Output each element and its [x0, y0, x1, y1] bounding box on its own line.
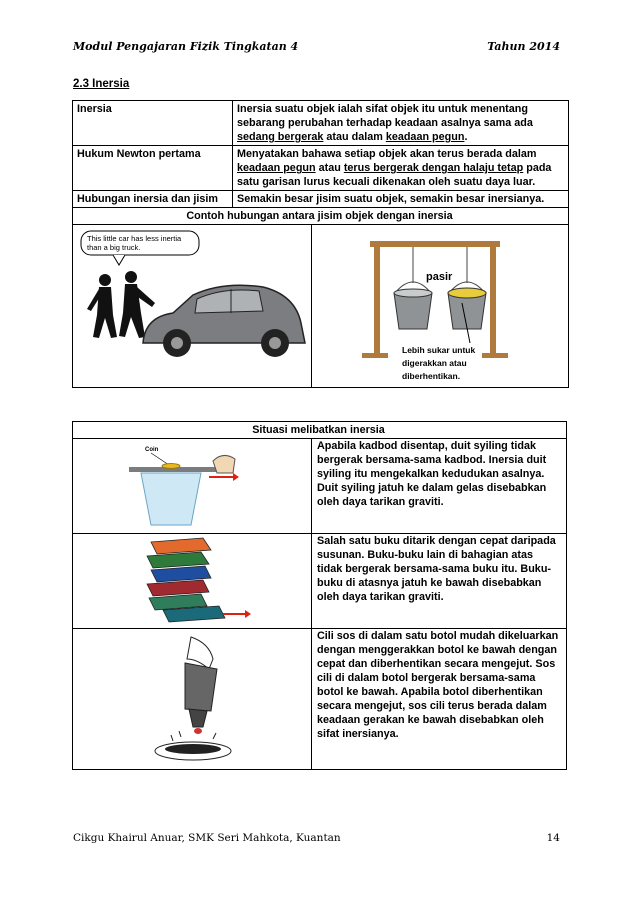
definition-text: . [464, 131, 468, 143]
table-row [73, 146, 569, 191]
definitions-table [72, 100, 569, 388]
book-stack-image [73, 534, 311, 624]
page-number: 14 [546, 832, 560, 844]
table-row [73, 534, 567, 629]
definition-text: atau [315, 162, 344, 174]
pail-illustration [312, 225, 568, 387]
term-cell: Inersia [73, 101, 233, 146]
examples-subheading: Contoh hubungan antara jisim objek dengan inersia [73, 208, 569, 225]
car-people-image [73, 225, 311, 387]
term-cell: Hubungan inersia dan jisim [73, 191, 233, 208]
car-illustration [73, 225, 312, 387]
section-title: 2.3 Inersia [73, 78, 130, 90]
table-row [73, 439, 567, 534]
definition-text: Menyatakan bahawa setiap objek akan terus berada dalam [237, 148, 537, 160]
pail-caption: Lebih sukar untuk digerakkan atau diberhentikan. [402, 345, 476, 381]
car-speech-bubble: This little car has less inertia than a big truck. [87, 234, 182, 252]
situation-description: Apabila kadbod disentap, duit syiling tidak bergerak bersama-sama kadbod. Inersia duit syiling itu mengekalkan kedudukan asalnya. Duit syiling jatuh ke dalam gelas disebabkan oleh daya tarikan graviti. [312, 439, 567, 534]
sauce-bottle-illustration [73, 629, 312, 770]
books-illustration [73, 534, 312, 629]
table-row [73, 422, 567, 439]
underlined-phrase: terus bergerak dengan halaju tetap [343, 162, 524, 174]
situations-heading: Situasi melibatkan inersia [73, 422, 567, 439]
coin-glass-illustration [73, 439, 312, 534]
situation-description: Cili sos di dalam satu botol mudah dikeluarkan dengan menggerakkan botol ke bawah dengan cepat dan diberhentikan secara mengejut. Sos cili di dalam botol bergerak bersama-sama botol ke bawah. Apabila botol diberhentikan secara mengejut, sos cili terus berada dalam keadaan gerakan ke bawah disebabkan oleh sifat inersianya. [312, 629, 567, 770]
pail-label: pasir [426, 271, 453, 283]
underlined-phrase: sedang bergerak [237, 131, 324, 143]
header-title: Modul Pengajaran Fizik Tingkatan 4 [73, 40, 299, 53]
term-cell: Hukum Newton pertama [73, 146, 233, 191]
coin-glass-image [73, 439, 311, 529]
situation-description: Salah satu buku ditarik dengan cepat daripada susunan. Buku-buku lain di bahagian atas tidak bergerak bersama-sama buku itu. Buku-buku di atasnya jatuh ke bawah disebabkan oleh daya tarikan graviti. [312, 534, 567, 629]
underlined-phrase: keadaan pegun [237, 162, 316, 174]
definition-cell [233, 101, 569, 146]
table-row [73, 191, 569, 208]
definition-text: Inersia suatu objek ialah sifat objek itu untuk menentang sebarang perubahan terhadap keadaan asalnya sama ada [237, 103, 533, 129]
definition-cell: Semakin besar jisim suatu objek, semakin besar inersianya. [233, 191, 569, 208]
definition-text: atau dalam [323, 131, 386, 143]
table-row [73, 225, 569, 388]
definition-cell [233, 146, 569, 191]
underlined-phrase: keadaan pegun [385, 131, 465, 143]
definition-text: pada satu garisan lurus kecuali dikenakan oleh suatu daya luar. [237, 162, 552, 188]
coin-label: Coin [145, 447, 159, 453]
situations-table [72, 421, 567, 770]
footer-author: Cikgu Khairul Anuar, SMK Seri Mahkota, Kuantan [73, 832, 341, 844]
sauce-bottle-image [73, 629, 311, 765]
table-row [73, 208, 569, 225]
table-row [73, 629, 567, 770]
header-year: Tahun 2014 [487, 40, 560, 53]
table-row [73, 101, 569, 146]
